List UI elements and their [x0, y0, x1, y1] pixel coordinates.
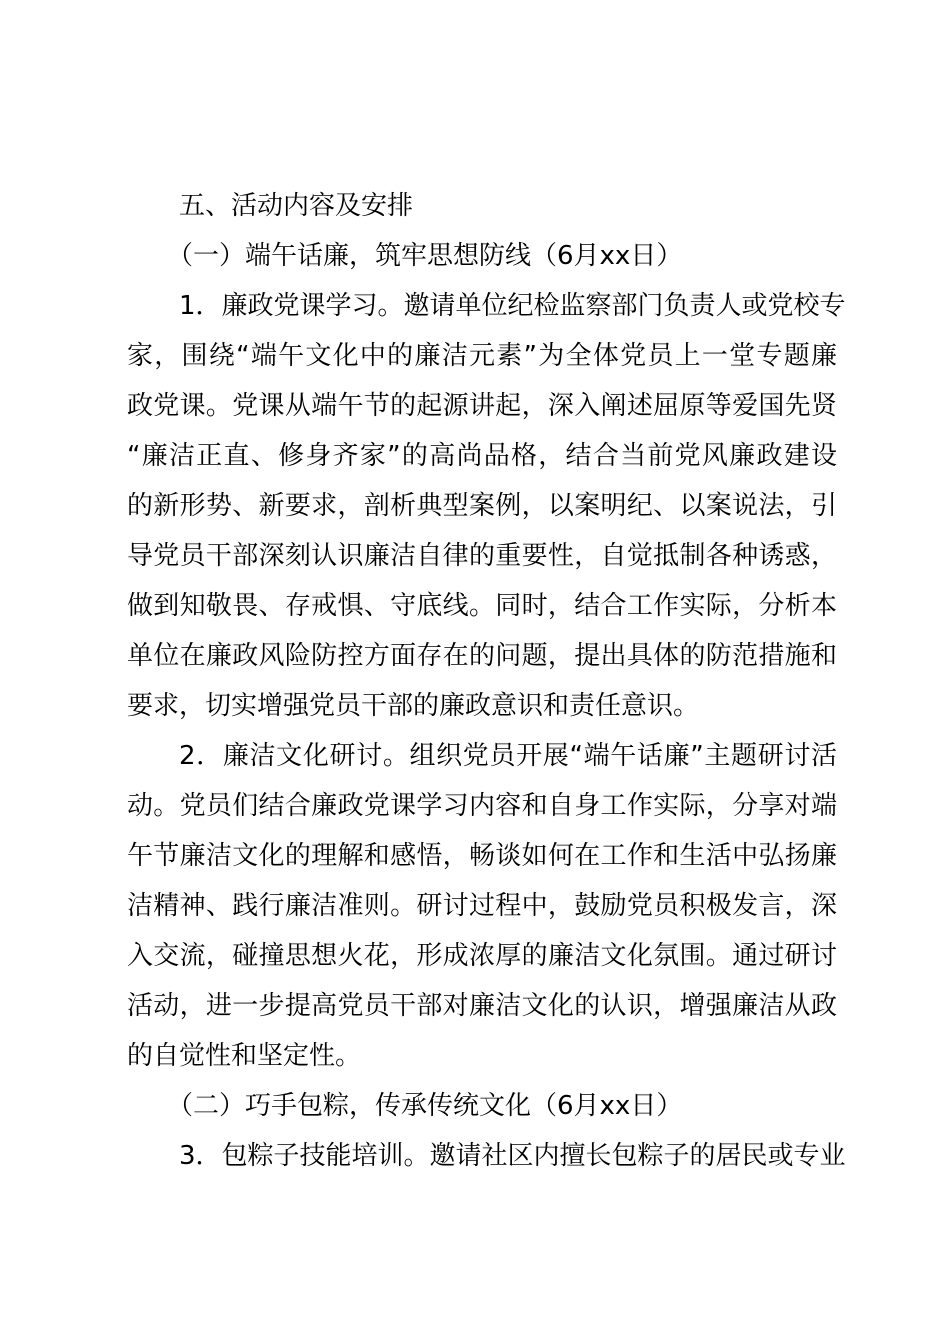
paragraph-line: 导党员干部深刻认识廉洁自律的重要性，自觉抵制各种诱惑，	[127, 541, 837, 571]
section-heading: 五、活动内容及安排	[179, 191, 414, 221]
paragraph-line: 的自觉性和坚定性。	[127, 1041, 362, 1071]
paragraph-line: “廉洁正直、修身齐家”的高尚品格，结合当前党风廉政建设	[127, 441, 837, 471]
paragraph-line: 洁精神、践行廉洁准则。研讨过程中，鼓励党员积极发言，深	[127, 891, 837, 921]
paragraph-line: 单位在廉政风险防控方面存在的问题，提出具体的防范措施和	[127, 641, 837, 671]
paragraph-line: 午节廉洁文化的理解和感悟，畅谈如何在工作和生活中弘扬廉	[127, 841, 837, 871]
subsection-heading-1: （一）端午话廉，筑牢思想防线（6月xx日）	[167, 241, 683, 271]
paragraph-line: 活动，进一步提高党员干部对廉洁文化的认识，增强廉洁从政	[127, 991, 837, 1021]
paragraph-line: 的新形势、新要求，剖析典型案例，以案明纪、以案说法，引	[127, 491, 837, 521]
paragraph-line: 动。党员们结合廉政党课学习内容和自身工作实际，分享对端	[127, 791, 837, 821]
paragraph-line: 1．廉政党课学习。邀请单位纪检监察部门负责人或党校专	[179, 291, 846, 321]
subsection-heading-2: （二）巧手包粽，传承传统文化（6月xx日）	[167, 1091, 683, 1121]
paragraph-line: 家，围绕“端午文化中的廉洁元素”为全体党员上一堂专题廉	[127, 341, 837, 371]
paragraph-line: 要求，切实增强党员干部的廉政意识和责任意识。	[127, 691, 700, 721]
paragraph-line: 3．包粽子技能培训。邀请社区内擅长包粽子的居民或专业	[179, 1141, 846, 1171]
paragraph-line: 做到知敬畏、存戒惧、守底线。同时，结合工作实际，分析本	[127, 591, 837, 621]
paragraph-line: 2．廉洁文化研讨。组织党员开展“端午话廉”主题研讨活	[179, 741, 837, 771]
paragraph-line: 入交流，碰撞思想火花，形成浓厚的廉洁文化氛围。通过研讨	[127, 941, 837, 971]
paragraph-line: 政党课。党课从端午节的起源讲起，深入阐述屈原等爱国先贤	[127, 391, 837, 421]
